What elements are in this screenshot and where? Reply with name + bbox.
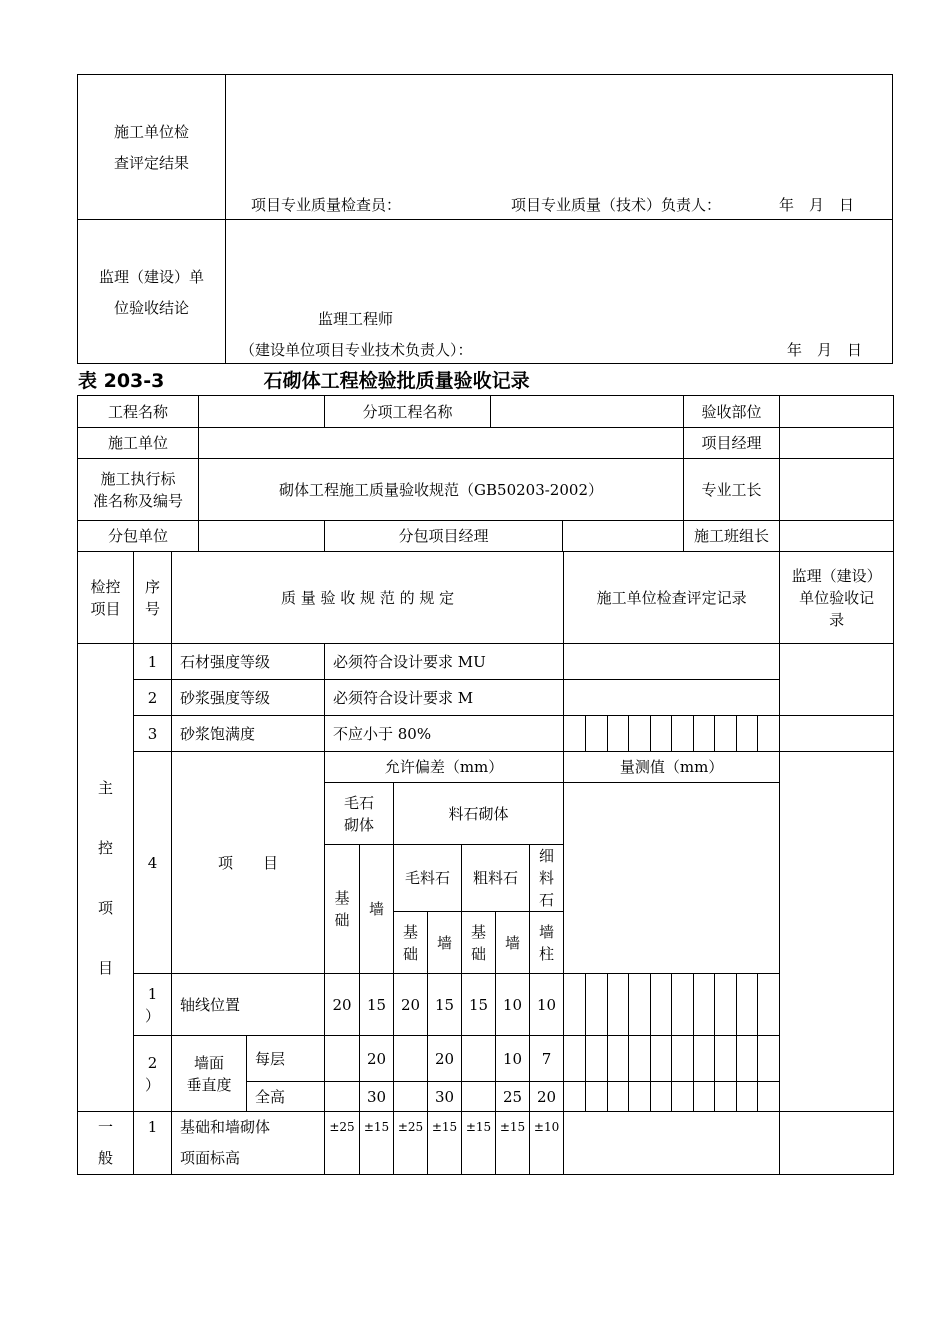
general-item bbox=[172, 1112, 325, 1175]
row3-cell[interactable] bbox=[737, 716, 758, 752]
full-height-measure-cell[interactable] bbox=[715, 1082, 737, 1112]
fine-stone-line1: 细 bbox=[539, 847, 555, 865]
general-value: ±15 bbox=[462, 1112, 496, 1175]
general-supervision[interactable] bbox=[780, 1112, 894, 1175]
axis-no-line1: 1 bbox=[147, 984, 158, 1003]
general-label-line1: 一 bbox=[97, 1118, 113, 1136]
foreman-label: 专业工长 bbox=[684, 459, 780, 521]
check-item-header-line2: 项目 bbox=[90, 599, 121, 618]
row3-cell[interactable] bbox=[758, 716, 780, 752]
general-value: ±25 bbox=[325, 1112, 360, 1175]
general-no: 1 bbox=[134, 1112, 172, 1175]
rough-wall-header: 墙 bbox=[428, 912, 462, 974]
main-control-label bbox=[78, 644, 134, 1112]
full-height-measure-cell[interactable] bbox=[629, 1082, 651, 1112]
rows1-2-supervision[interactable] bbox=[780, 644, 894, 716]
deviation-supervision[interactable] bbox=[780, 752, 894, 1112]
per-floor-measure-cell[interactable] bbox=[586, 1036, 608, 1082]
per-floor-value: 10 bbox=[496, 1036, 530, 1082]
coarse-stone-header: 粗料石 bbox=[462, 845, 530, 912]
row1-item: 石材强度等级 bbox=[172, 644, 325, 680]
wall-column-header bbox=[530, 912, 564, 974]
full-height-value: 25 bbox=[496, 1082, 530, 1112]
full-height-measure-cell[interactable] bbox=[651, 1082, 672, 1112]
allowed-deviation-header: 允许偏差（mm） bbox=[325, 752, 564, 783]
standard-label-line2: 准名称及编号 bbox=[92, 491, 183, 510]
full-height-measure-cell[interactable] bbox=[758, 1082, 780, 1112]
sub-manager-label: 分包项目经理 bbox=[325, 521, 563, 552]
full-height-measure-cell[interactable] bbox=[672, 1082, 694, 1112]
fine-stone-line2: 料 bbox=[539, 869, 555, 887]
supervision-record-line3: 录 bbox=[829, 610, 845, 629]
rough-foundation-line2: 础 bbox=[402, 944, 418, 963]
supervisor-engineer-label: 监理工程师 bbox=[318, 310, 394, 328]
axis-measure-cell[interactable] bbox=[651, 974, 672, 1036]
axis-value: 15 bbox=[462, 974, 496, 1036]
row2-item: 砂浆强度等级 bbox=[172, 680, 325, 716]
project-name-label: 工程名称 bbox=[78, 396, 199, 428]
team-leader-label: 施工班组长 bbox=[684, 521, 780, 552]
coarse-foundation-line2: 础 bbox=[470, 944, 486, 963]
seq-header-line2: 号 bbox=[144, 599, 160, 618]
full-height-measure-cell[interactable] bbox=[564, 1082, 586, 1112]
row4-item: 项 目 bbox=[172, 752, 325, 974]
axis-measure-cell[interactable] bbox=[629, 974, 651, 1036]
supervision-record-line1: 监理（建设） bbox=[791, 566, 882, 585]
general-measure-area[interactable] bbox=[564, 1112, 780, 1175]
table-number: 表 203-3 bbox=[78, 370, 165, 392]
axis-no-line2: ） bbox=[144, 1006, 160, 1025]
row1-requirement: 必须符合设计要求 MU bbox=[325, 644, 564, 680]
per-floor-label: 每层 bbox=[247, 1036, 325, 1082]
rubble-foundation-line2: 础 bbox=[334, 911, 350, 929]
row3-cell[interactable] bbox=[672, 716, 694, 752]
supervision-label-line1: 监理（建设）单 bbox=[98, 268, 204, 286]
construction-check-label-line1: 施工单位检 bbox=[113, 123, 189, 141]
row3-no: 3 bbox=[134, 716, 172, 752]
check-item-header-line1: 检控 bbox=[90, 577, 121, 596]
spec-header: 质 量 验 收 规 范 的 规 定 bbox=[172, 552, 564, 644]
general-value: ±25 bbox=[394, 1112, 428, 1175]
verticality-no bbox=[134, 1036, 172, 1112]
wall-column-line2: 柱 bbox=[539, 944, 555, 963]
full-height-value bbox=[462, 1082, 496, 1112]
row2-requirement: 必须符合设计要求 M bbox=[325, 680, 564, 716]
subcontractor-label: 分包单位 bbox=[78, 521, 199, 552]
standard-value: 砌体工程施工质量验收规范（GB50203-2002） bbox=[199, 459, 684, 521]
per-floor-value: 7 bbox=[530, 1036, 564, 1082]
construction-check-label-line2: 查评定结果 bbox=[113, 154, 189, 172]
coarse-foundation-header bbox=[462, 912, 496, 974]
quality-inspector-label: 项目专业质量检查员： bbox=[251, 196, 402, 214]
table-name: 石砌体工程检验批质量验收记录 bbox=[263, 370, 530, 392]
verticality-no-line2: ） bbox=[144, 1075, 160, 1094]
fine-stone-header bbox=[530, 845, 564, 912]
rubble-foundation-line1: 基 bbox=[334, 889, 350, 907]
owner-tech-lead-label: （建设单位项目专业技术负责人）： bbox=[240, 341, 473, 359]
verticality-label bbox=[172, 1036, 247, 1112]
verticality-label-line1: 墙面 bbox=[193, 1053, 224, 1072]
rubble-wall-header: 墙 bbox=[360, 845, 394, 974]
axis-measure-cell[interactable] bbox=[564, 974, 586, 1036]
general-item-line1: 基础和墙砌体 bbox=[180, 1118, 271, 1136]
rough-stone-header: 毛料石 bbox=[394, 845, 462, 912]
per-floor-measure-cell[interactable] bbox=[715, 1036, 737, 1082]
per-floor-measure-cell[interactable] bbox=[564, 1036, 586, 1082]
project-manager-value[interactable] bbox=[780, 428, 894, 459]
full-height-measure-cell[interactable] bbox=[608, 1082, 629, 1112]
axis-measure-cell[interactable] bbox=[715, 974, 737, 1036]
axis-measure-cell[interactable] bbox=[737, 974, 758, 1036]
sub-project-name-label: 分项工程名称 bbox=[325, 396, 491, 428]
coarse-wall-header: 墙 bbox=[496, 912, 530, 974]
per-floor-measure-cell[interactable] bbox=[608, 1036, 629, 1082]
axis-no bbox=[134, 974, 172, 1036]
axis-value: 20 bbox=[325, 974, 360, 1036]
full-height-value: 30 bbox=[360, 1082, 394, 1112]
row2-record[interactable] bbox=[564, 680, 780, 716]
row1-no: 1 bbox=[134, 644, 172, 680]
rough-foundation-line1: 基 bbox=[402, 922, 418, 941]
per-floor-measure-cell[interactable] bbox=[629, 1036, 651, 1082]
main-control-char-2: 控 bbox=[97, 838, 113, 857]
axis-value: 15 bbox=[428, 974, 462, 1036]
technical-lead-label: 项目专业质量（技术）负责人： bbox=[511, 196, 722, 214]
general-label-line2: 般 bbox=[97, 1149, 113, 1167]
seq-header-line1: 序 bbox=[144, 577, 160, 596]
row3-cell[interactable] bbox=[629, 716, 651, 752]
axis-value: 10 bbox=[496, 974, 530, 1036]
general-item-line2: 项面标高 bbox=[180, 1149, 241, 1167]
row3-cell[interactable] bbox=[694, 716, 715, 752]
per-floor-measure-cell[interactable] bbox=[651, 1036, 672, 1082]
full-height-measure-cell[interactable] bbox=[586, 1082, 608, 1112]
full-height-value bbox=[325, 1082, 360, 1112]
inspection-table bbox=[77, 551, 894, 1175]
measured-values-area[interactable] bbox=[564, 783, 780, 974]
verticality-label-line2: 垂直度 bbox=[186, 1075, 232, 1094]
main-control-char-3: 项 bbox=[97, 898, 113, 917]
axis-value: 15 bbox=[360, 974, 394, 1036]
self-check-header: 施工单位检查评定记录 bbox=[564, 552, 780, 644]
row3-cell[interactable] bbox=[564, 716, 586, 752]
full-height-value: 30 bbox=[428, 1082, 462, 1112]
axis-measure-cell[interactable] bbox=[694, 974, 715, 1036]
per-floor-measure-cell[interactable] bbox=[694, 1036, 715, 1082]
acceptance-part-value[interactable] bbox=[780, 396, 894, 428]
coarse-foundation-line1: 基 bbox=[470, 922, 486, 941]
sub-manager-value[interactable] bbox=[563, 521, 684, 552]
per-floor-measure-cell[interactable] bbox=[737, 1036, 758, 1082]
construction-unit-value[interactable] bbox=[199, 428, 684, 459]
measured-value-header: 量测值（mm） bbox=[564, 752, 780, 783]
row3-cell[interactable] bbox=[715, 716, 737, 752]
foreman-value[interactable] bbox=[780, 459, 894, 521]
full-height-measure-cell[interactable] bbox=[737, 1082, 758, 1112]
per-floor-value bbox=[394, 1036, 428, 1082]
axis-measure-cell[interactable] bbox=[758, 974, 780, 1036]
row3-cell[interactable] bbox=[586, 716, 608, 752]
standard-label-line1: 施工执行标 bbox=[100, 469, 176, 488]
acceptance-part-label: 验收部位 bbox=[684, 396, 780, 428]
axis-value: 20 bbox=[394, 974, 428, 1036]
general-label bbox=[78, 1112, 134, 1175]
check-item-header bbox=[78, 552, 134, 644]
supervision-record-line2: 单位验收记 bbox=[799, 588, 875, 607]
wall-column-line1: 墙 bbox=[539, 922, 555, 941]
rubble-foundation-header bbox=[325, 845, 360, 974]
rough-foundation-header bbox=[394, 912, 428, 974]
project-name-value[interactable] bbox=[199, 396, 325, 428]
row3-supervision[interactable] bbox=[780, 716, 894, 752]
sub-project-name-value[interactable] bbox=[491, 396, 684, 428]
rubble-masonry-line2: 砌体 bbox=[343, 815, 374, 834]
general-value: ±10 bbox=[530, 1112, 564, 1175]
full-height-value bbox=[394, 1082, 428, 1112]
supervision-record-header bbox=[780, 552, 894, 644]
per-floor-value: 20 bbox=[360, 1036, 394, 1082]
main-control-char-4: 目 bbox=[97, 958, 113, 977]
main-control-char-1: 主 bbox=[97, 778, 113, 797]
axis-measure-cell[interactable] bbox=[608, 974, 629, 1036]
date-label-1: 年 月 日 bbox=[779, 196, 855, 214]
table-title bbox=[78, 366, 530, 393]
per-floor-value bbox=[462, 1036, 496, 1082]
full-height-label: 全高 bbox=[247, 1082, 325, 1112]
row3-cell[interactable] bbox=[651, 716, 672, 752]
supervision-label-line2: 位验收结论 bbox=[113, 299, 189, 317]
row3-item: 砂浆饱满度 bbox=[172, 716, 325, 752]
rubble-masonry-line1: 毛石 bbox=[343, 793, 374, 812]
per-floor-value: 20 bbox=[428, 1036, 462, 1082]
subcontractor-value[interactable] bbox=[199, 521, 325, 552]
per-floor-measure-cell[interactable] bbox=[672, 1036, 694, 1082]
label-column-divider bbox=[77, 74, 226, 364]
date-label-2: 年 月 日 bbox=[787, 341, 863, 359]
fine-stone-line3: 石 bbox=[539, 891, 555, 909]
seq-header bbox=[134, 552, 172, 644]
axis-value: 10 bbox=[530, 974, 564, 1036]
axis-measure-cell[interactable] bbox=[672, 974, 694, 1036]
team-leader-value[interactable] bbox=[780, 521, 894, 552]
row3-requirement: 不应小于 80% bbox=[325, 716, 564, 752]
standard-label bbox=[78, 459, 199, 521]
row3-cell[interactable] bbox=[608, 716, 629, 752]
per-floor-measure-cell[interactable] bbox=[758, 1036, 780, 1082]
axis-position-label: 轴线位置 bbox=[172, 974, 325, 1036]
rubble-masonry-header bbox=[325, 783, 394, 845]
header-table bbox=[77, 395, 894, 552]
per-floor-value bbox=[325, 1036, 360, 1082]
general-value: ±15 bbox=[496, 1112, 530, 1175]
row4-no: 4 bbox=[134, 752, 172, 974]
general-value: ±15 bbox=[428, 1112, 462, 1175]
dressed-stone-header: 料石砌体 bbox=[394, 783, 564, 845]
general-value: ±15 bbox=[360, 1112, 394, 1175]
axis-measure-cell[interactable] bbox=[586, 974, 608, 1036]
full-height-value: 20 bbox=[530, 1082, 564, 1112]
full-height-measure-cell[interactable] bbox=[694, 1082, 715, 1112]
construction-unit-label: 施工单位 bbox=[78, 428, 199, 459]
project-manager-label: 项目经理 bbox=[684, 428, 780, 459]
verticality-no-line1: 2 bbox=[147, 1053, 158, 1072]
row1-record[interactable] bbox=[564, 644, 780, 680]
row2-no: 2 bbox=[134, 680, 172, 716]
